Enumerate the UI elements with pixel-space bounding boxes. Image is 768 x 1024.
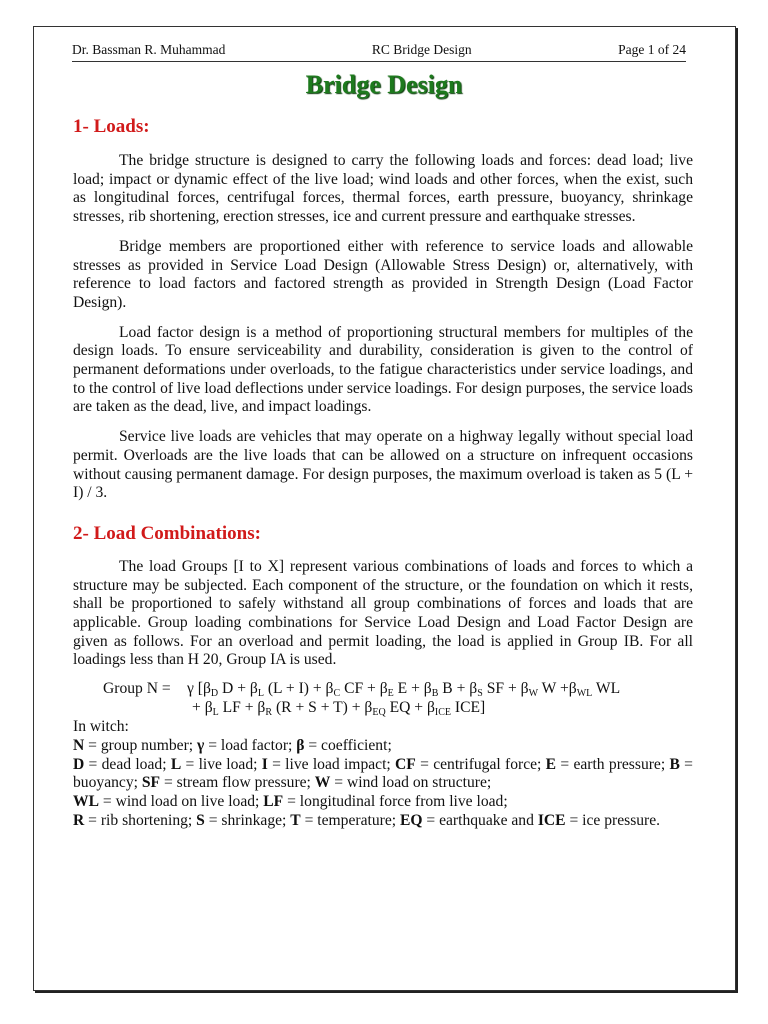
- header-page-number: Page 1 of 24: [618, 42, 686, 57]
- section-heading-loads: 1- Loads:: [73, 116, 150, 137]
- group-load-formula: [73, 680, 693, 718]
- formula-label: Group N =: [103, 680, 171, 698]
- formula-line-1: γ [$\beta_D$ $D + \beta_L$ $(L + I) + \beta_C$ CF + $\beta_E$ $E + \beta_B$ $B + \beta_S$ SF + $\beta_W$ $W +\beta_{WL}$ WL: [187, 680, 621, 700]
- loads-paragraph-1: The bridge structure is designed to carry the following loads and forces: dead load; live load; impact or dynamic effect of the live load; wind loads and other forces, when the exist, such as longitudinal forces, centrifugal forces, thermal forces, earth pressure, buoyancy, shrinkage stresses, rib shortening, erection stresses, ice and current pressure and earthquake stresses.: [73, 152, 693, 226]
- page-title: Bridge Design: [305, 70, 463, 99]
- header-author: Dr. Bassman R. Muhammad: [72, 42, 226, 57]
- combinations-paragraph-1: The load Groups [I to X] represent various combinations of loads and forces to which a structure may be subjected. Each component of the structure, or the foundation on which it rests, shall be proportioned to safely withstand all group combinations of forces and loads that are applicable. Group loading combinations for Service Load Design and Load Factor Design are given as follows. For an overload and permit loading, the load is applied in Group IB. For all loadings less than H 20, Group IA is used.: [73, 557, 693, 669]
- definition-line-1: N = group number; γ = load factor; β = coefficient;: [73, 736, 392, 754]
- definition-line-2: D = dead load; L = live load; I = live load impact; CF = centrifugal force; E = earth pressure; B = buoyancy; SF = stream flow pressure; W = wind load on structure;: [73, 755, 693, 792]
- formula-line-2: + $\beta_L$ LF + $\beta_R$ $(R + S + T) + \beta_{EQ}$ EQ + $\beta_{ICE}$ ICE]: [192, 699, 486, 719]
- definition-line-3: WL = wind load on live load; LF = longitudinal force from live load;: [73, 792, 508, 810]
- section-heading-load-combinations: 2- Load Combinations:: [73, 522, 261, 544]
- definition-line-4: R = rib shortening; S = shrinkage; T = temperature; EQ = earthquake and ICE = ice pressure.: [73, 811, 661, 829]
- loads-paragraph-3: Load factor design is a method of proportioning structural members for multiples of the design loads. To ensure serviceability and durability, consideration is given to the control of permanent deformations under overloads, to the fatigue characteristics under service loadings, and to the control of live load deflections under service loadings. For design purposes, the service loads are taken as the dead, live, and impact loadings.: [73, 323, 693, 416]
- in-witch-label: In witch:: [73, 718, 129, 736]
- document-body: [73, 116, 693, 830]
- header-course: RC Bridge Design: [371, 42, 472, 57]
- running-header: [72, 42, 686, 62]
- loads-paragraph-4: Service live loads are vehicles that may operate on a highway legally without special load permit. Overloads are the live loads that can be allowed on a structure on infrequent occasions without causing permanent damage. For design purposes, the maximum overload is taken as 5 (L + I) / 3.: [73, 428, 693, 502]
- loads-paragraph-2: Bridge members are proportioned either with reference to service loads and allowable stresses as provided in Service Load Design (Allowable Stress Design) or, alternatively, with reference to load factors and factored strength as provided in Strength Design (Load Factor Design).: [73, 237, 693, 311]
